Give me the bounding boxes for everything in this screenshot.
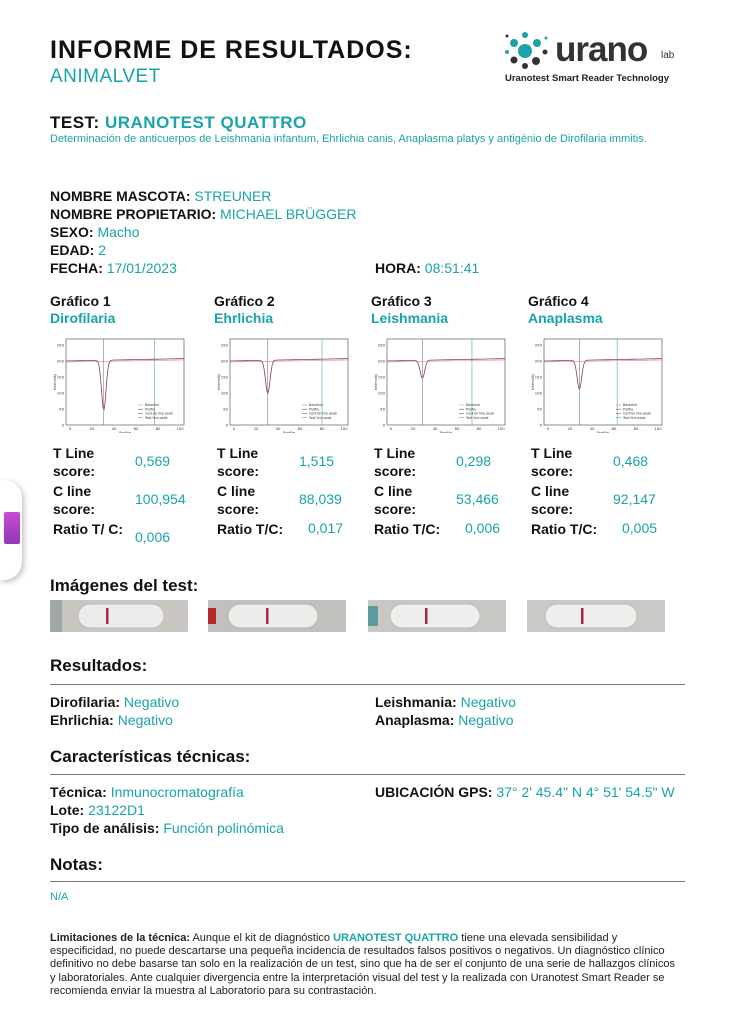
- gps-label: UBICACIÓN GPS:: [375, 784, 493, 800]
- x-tick-label: 80: [633, 426, 639, 431]
- time-value: 08:51:41: [424, 260, 480, 276]
- limitations-kit: URANOTEST QUATTRO: [333, 932, 459, 944]
- legend-entry: Control line peak: [309, 411, 338, 416]
- test-label: TEST:: [50, 113, 100, 132]
- tech-heading: Características técnicas:: [50, 747, 251, 766]
- x-tick-label: 100: [497, 426, 505, 431]
- t-score-label: T Line score:: [531, 445, 574, 479]
- graph-title: Gráfico 1: [50, 293, 111, 309]
- ratio-label: Ratio T/C:: [531, 521, 598, 537]
- test-image-1: [50, 600, 188, 632]
- notes-heading: Notas:: [50, 855, 103, 874]
- results-divider: [50, 684, 685, 685]
- y-tick-label: 100: [220, 390, 228, 396]
- y-tick-label: 200: [56, 358, 64, 364]
- y-tick-label: 150: [56, 374, 64, 380]
- technique-label: Técnica:: [50, 784, 107, 800]
- graph-analyte: Dirofilaria: [50, 310, 116, 326]
- leishmania-label: Leishmania:: [375, 694, 457, 710]
- graph-analyte: Leishmania: [371, 310, 449, 326]
- y-tick-label: 200: [377, 358, 385, 364]
- profile-chart: [216, 333, 356, 433]
- y-tick-label: 50: [223, 406, 228, 412]
- gps-info: [375, 783, 685, 801]
- owner-value: MICHAEL BRÜGGER: [220, 206, 357, 222]
- ratio-value: 0,006: [465, 520, 501, 536]
- pet-label: NOMBRE MASCOTA:: [50, 188, 191, 204]
- pet-value: STREUNER: [194, 188, 272, 204]
- t-score-label: T Line score:: [217, 445, 260, 479]
- legend-entry: Control line peak: [466, 411, 495, 416]
- profile-chart: [52, 333, 192, 433]
- t-score-value: 1,515: [299, 453, 335, 469]
- legend-entry: Baseline: [145, 403, 159, 408]
- sex-label: SEXO:: [50, 224, 94, 240]
- date-value: 17/01/2023: [106, 260, 177, 276]
- test-image-4: [527, 600, 665, 632]
- x-axis-label: Profile: [440, 430, 452, 433]
- logo-lab: lab: [661, 50, 675, 61]
- ratio-label: Ratio T/ C:: [53, 521, 123, 537]
- y-tick-label: 0: [539, 422, 542, 428]
- legend-entry: Test line peak: [466, 415, 489, 420]
- c-score-label: C line score:: [217, 483, 260, 517]
- anaplasma-label: Anaplasma:: [375, 712, 455, 728]
- x-axis-label: Profile: [119, 430, 131, 433]
- graph-title: Gráfico 2: [214, 293, 275, 309]
- t-score-label: T Line score:: [53, 445, 96, 479]
- y-tick-label: 150: [220, 374, 228, 380]
- urano-logo-icon: [505, 30, 555, 72]
- c-score-label: C line score:: [531, 483, 574, 517]
- test-image-3: [368, 600, 506, 632]
- x-tick-label: 80: [476, 426, 482, 431]
- graph-title: Gráfico 4: [528, 293, 589, 309]
- legend-entry: Profile: [623, 407, 634, 412]
- x-tick-label: 40: [275, 426, 281, 431]
- graph-analyte: Anaplasma: [528, 310, 603, 326]
- legend-entry: Test line peak: [623, 415, 646, 420]
- y-tick-label: 50: [380, 406, 385, 412]
- x-axis-label: Profile: [597, 430, 609, 433]
- logo-wordmark: urano: [555, 30, 648, 69]
- x-tick-label: 100: [340, 426, 348, 431]
- graph-title: Gráfico 3: [371, 293, 432, 309]
- test-name: URANOTEST QUATTRO: [104, 113, 307, 132]
- x-tick-label: 60: [133, 426, 139, 431]
- y-axis-label: Intensity: [52, 373, 57, 391]
- analysis-value: Función polinómica: [163, 820, 284, 836]
- x-tick-label: 20: [89, 426, 95, 431]
- y-tick-label: 100: [56, 390, 64, 396]
- report-title: INFORME DE RESULTADOS:: [50, 36, 413, 64]
- x-tick-label: 40: [432, 426, 438, 431]
- y-tick-label: 200: [220, 358, 228, 364]
- legend-entry: Control line peak: [145, 411, 174, 416]
- app-shortcut-icon[interactable]: [4, 512, 20, 544]
- x-axis-label: Profile: [283, 430, 295, 433]
- c-score-value: 53,466: [456, 491, 499, 507]
- y-tick-label: 250: [56, 342, 64, 348]
- clinic-name: ANIMALVET: [50, 66, 161, 87]
- test-image-2: [208, 600, 346, 632]
- c-score-label: C line score:: [374, 483, 417, 517]
- y-tick-label: 100: [377, 390, 385, 396]
- pet-info: [50, 187, 356, 277]
- results-right: [375, 693, 516, 729]
- legend-entry: Baseline: [309, 403, 323, 408]
- limitations-label: Limitaciones de la técnica:: [50, 932, 190, 944]
- ratio-label: Ratio T/C:: [217, 521, 284, 537]
- x-tick-label: 0: [232, 426, 236, 431]
- y-tick-label: 200: [534, 358, 542, 364]
- x-tick-label: 20: [567, 426, 573, 431]
- x-tick-label: 0: [546, 426, 550, 431]
- profile-chart: [530, 333, 670, 433]
- owner-label: NOMBRE PROPIETARIO:: [50, 206, 217, 222]
- legend-entry: Profile: [309, 407, 320, 412]
- ratio-label: Ratio T/C:: [374, 521, 441, 537]
- profile-chart: [373, 333, 513, 433]
- x-tick-label: 20: [410, 426, 416, 431]
- c-score-value: 100,954: [135, 491, 186, 507]
- lot-label: Lote:: [50, 802, 85, 818]
- x-tick-label: 80: [155, 426, 161, 431]
- test-heading: [50, 113, 307, 133]
- sex-value: Macho: [97, 224, 140, 240]
- tech-divider: [50, 774, 685, 775]
- x-tick-label: 100: [176, 426, 184, 431]
- t-score-value: 0,468: [613, 453, 649, 469]
- ratio-value: 0,006: [135, 529, 171, 545]
- x-tick-label: 100: [654, 426, 662, 431]
- limitations-part1: Aunque el kit de diagnóstico: [190, 932, 334, 944]
- t-score-value: 0,569: [135, 453, 171, 469]
- ehrlichia-label: Ehrlichia:: [50, 712, 114, 728]
- x-tick-label: 40: [111, 426, 117, 431]
- graph-analyte: Ehrlichia: [214, 310, 274, 326]
- legend-entry: Baseline: [623, 403, 637, 408]
- images-heading: Imágenes del test:: [50, 576, 199, 595]
- y-tick-label: 0: [225, 422, 228, 428]
- legend-entry: Control line peak: [623, 411, 652, 416]
- age-value: 2: [98, 242, 107, 258]
- dirofilaria-result: Negativo: [123, 694, 180, 710]
- anaplasma-result: Negativo: [458, 712, 514, 728]
- results-left: [50, 693, 179, 729]
- x-tick-label: 0: [68, 426, 72, 431]
- c-score-value: 92,147: [613, 491, 656, 507]
- gps-value: 37° 2' 45.4" N 4° 51' 54.5" W: [496, 784, 675, 800]
- y-tick-label: 0: [382, 422, 385, 428]
- y-tick-label: 150: [377, 374, 385, 380]
- time-label: HORA:: [375, 260, 421, 276]
- notes-value: N/A: [50, 891, 69, 903]
- test-description: Determinación de anticuerpos de Leishmania infantum, Ehrlichia canis, Anaplasma platys y antigénio de Dirofilaria immitis.: [50, 133, 647, 145]
- y-tick-label: 0: [61, 422, 64, 428]
- t-score-value: 0,298: [456, 453, 492, 469]
- y-tick-label: 100: [534, 390, 542, 396]
- y-axis-label: Intensity: [216, 373, 221, 391]
- lot-value: 23122D1: [88, 802, 145, 818]
- legend-entry: Baseline: [466, 403, 480, 408]
- x-tick-label: 0: [389, 426, 393, 431]
- ratio-value: 0,005: [622, 520, 658, 536]
- legend-entry: Profile: [145, 407, 156, 412]
- y-tick-label: 250: [534, 342, 542, 348]
- x-tick-label: 60: [454, 426, 460, 431]
- y-tick-label: 50: [537, 406, 542, 412]
- age-label: EDAD:: [50, 242, 95, 258]
- notes-divider: [50, 881, 685, 882]
- date-label: FECHA:: [50, 260, 103, 276]
- time-info: [375, 259, 479, 277]
- x-tick-label: 80: [319, 426, 325, 431]
- ratio-value: 0,017: [308, 520, 344, 536]
- tech-left: [50, 783, 284, 837]
- y-tick-label: 150: [534, 374, 542, 380]
- x-tick-label: 40: [589, 426, 595, 431]
- legend-entry: Profile: [466, 407, 477, 412]
- t-score-label: T Line score:: [374, 445, 417, 479]
- technique-value: Inmunocromatografía: [110, 784, 244, 800]
- logo-tagline: Uranotest Smart Reader Technology: [505, 73, 670, 84]
- limitations-text: [50, 932, 680, 998]
- c-score-label: C line score:: [53, 483, 96, 517]
- x-tick-label: 60: [611, 426, 617, 431]
- analysis-label: Tipo de análisis:: [50, 820, 160, 836]
- y-tick-label: 250: [377, 342, 385, 348]
- y-tick-label: 250: [220, 342, 228, 348]
- y-axis-label: Intensity: [530, 373, 535, 391]
- results-heading: Resultados:: [50, 656, 148, 675]
- x-tick-label: 60: [297, 426, 303, 431]
- leishmania-result: Negativo: [460, 694, 516, 710]
- ehrlichia-result: Negativo: [117, 712, 173, 728]
- c-score-value: 88,039: [299, 491, 342, 507]
- y-axis-label: Intensity: [373, 373, 378, 391]
- x-tick-label: 20: [253, 426, 259, 431]
- dirofilaria-label: Dirofilaria:: [50, 694, 121, 710]
- limitations-part2: tiene una elevada sensibilidad y especificidad, no puede descartarse una pequeña incidencia de resultados falsos positivos o negativos. Un diagnóstico clínico definitivo no debe basarse tan solo en la realización de un test, sino que ha de ser el conjunto de una serie de hallazgos clínicos y laboratoriales. Ante cualquier divergencia entre la interpretación visual del test y la realizada con Uranotest Smart Reader se recomienda enviar la muestra al Laboratorio para su contrastación.: [50, 932, 675, 997]
- y-tick-label: 50: [59, 406, 64, 412]
- legend-entry: Test line peak: [145, 415, 168, 420]
- legend-entry: Test line peak: [309, 415, 332, 420]
